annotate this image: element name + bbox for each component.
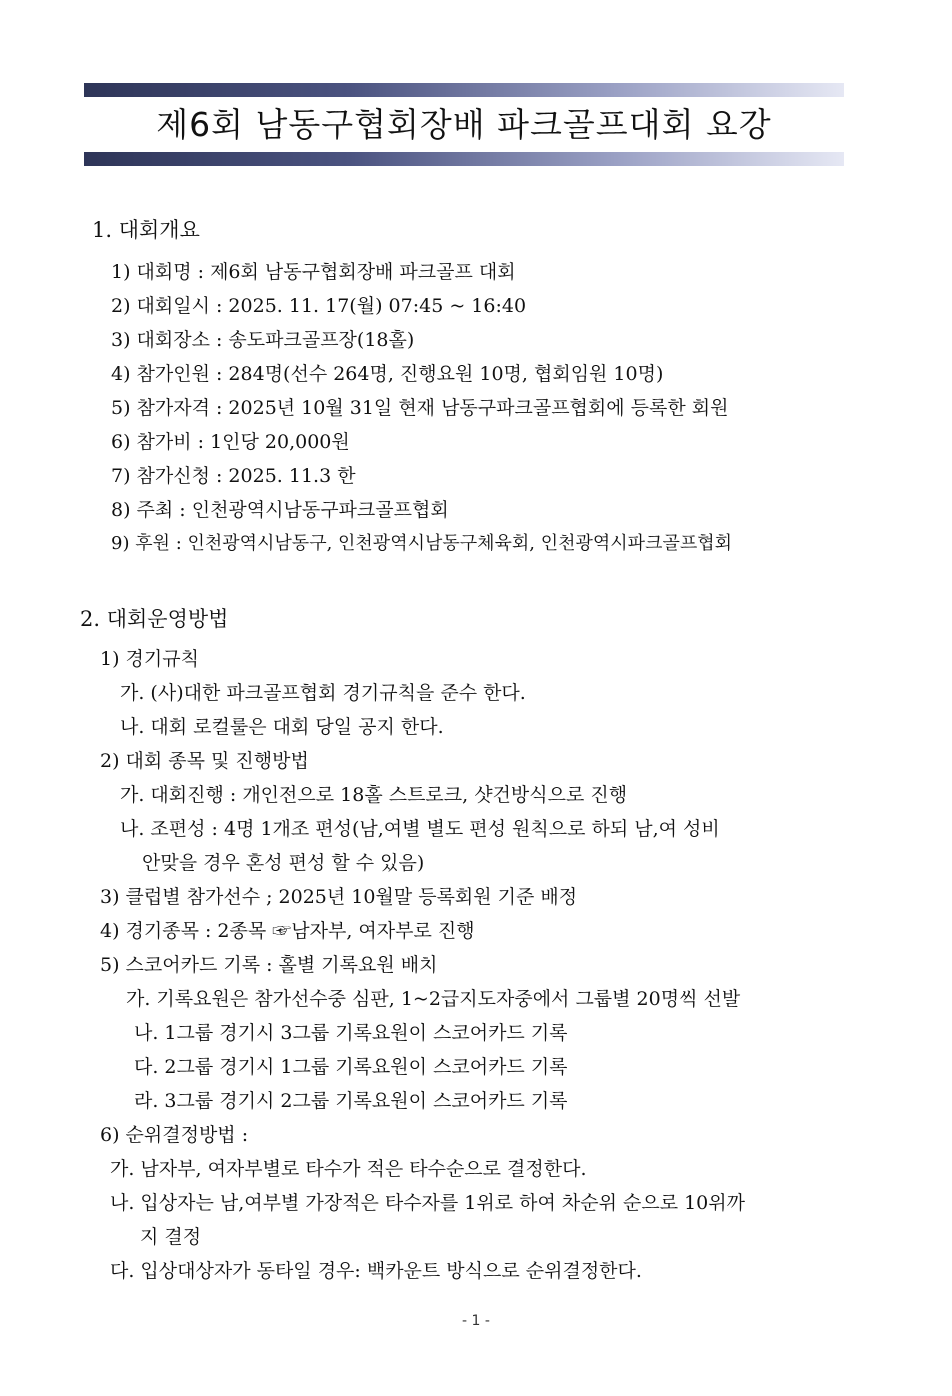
events-item-na: 나. 조편성 : 4명 1개조 편성(남,여별 별도 편성 원칙으로 하되 남,여 성비 xyxy=(120,818,720,840)
events-title: 2) 대회 종목 및 진행방법 xyxy=(100,750,309,772)
page-number: - 1 - xyxy=(462,1313,490,1329)
rules-title: 1) 경기규칙 xyxy=(100,648,199,670)
scorecard-item-ra: 라. 3그룹 경기시 2그룹 기록요원이 스코어카드 기록 xyxy=(134,1090,568,1112)
ranking-item-da: 다. 입상대상자가 동타일 경우: 백카운트 방식으로 순위결정한다. xyxy=(110,1260,642,1282)
scorecard-item-na: 나. 1그룹 경기시 3그룹 기록요원이 스코어카드 기록 xyxy=(134,1022,568,1044)
events-item-na-cont: 안맞을 경우 혼성 편성 할 수 있음) xyxy=(142,852,425,874)
ranking-item-ga: 가. 남자부, 여자부별로 타수가 적은 타수순으로 결정한다. xyxy=(110,1158,587,1180)
scorecard-item-ga: 가. 기록요원은 참가선수중 심판, 1~2급지도자중에서 그룹별 20명씩 선발 xyxy=(126,988,741,1010)
overview-item-date: 2) 대회일시 : 2025. 11. 17(월) 07:45 ~ 16:40 xyxy=(111,295,527,317)
overview-item-host: 8) 주최 : 인천광역시남동구파크골프협회 xyxy=(111,499,449,521)
overview-item-application: 7) 참가신청 : 2025. 11.3 한 xyxy=(111,465,356,487)
document-title: 제6회 남동구협회장배 파크골프대회 요강 xyxy=(156,105,772,144)
rules-item-ga: 가. (사)대한 파크골프협회 경기규칙을 준수 한다. xyxy=(120,682,526,704)
ranking-title: 6) 순위결정방법 : xyxy=(100,1124,249,1146)
overview-item-sponsor: 9) 후원 : 인천광역시남동구, 인천광역시남동구체육회, 인천광역시파크골프협회 xyxy=(111,533,733,554)
overview-item-participants: 4) 참가인원 : 284명(선수 264명, 진행요원 10명, 협회임원 10명) xyxy=(111,363,664,385)
scorecard-title: 5) 스코어카드 기록 : 홀별 기록요원 배치 xyxy=(100,954,438,976)
title-bar-top xyxy=(84,83,844,97)
overview-item-name: 1) 대회명 : 제6회 남동구협회장배 파크골프 대회 xyxy=(111,261,516,283)
ranking-item-na: 나. 입상자는 남,여부별 가장적은 타수자를 1위로 하여 차순위 순으로 10위까 xyxy=(110,1192,745,1214)
divisions: 4) 경기종목 : 2종목 ☞남자부, 여자부로 진행 xyxy=(100,920,475,942)
overview-item-eligibility: 5) 참가자격 : 2025년 10월 31일 현재 남동구파크골프협회에 등록한 회원 xyxy=(111,397,729,419)
events-item-ga: 가. 대회진행 : 개인전으로 18홀 스트로크, 샷건방식으로 진행 xyxy=(120,784,628,806)
rules-item-na: 나. 대회 로컬룰은 대회 당일 공지 한다. xyxy=(120,716,444,738)
club-allocation: 3) 클럽별 참가선수 ; 2025년 10월말 등록회원 기준 배정 xyxy=(100,886,578,908)
title-bar-bottom xyxy=(84,152,844,166)
scorecard-item-da: 다. 2그룹 경기시 1그룹 기록요원이 스코어카드 기록 xyxy=(134,1056,568,1078)
section1-heading: 1. 대회개요 xyxy=(92,218,200,242)
section2-heading: 2. 대회운영방법 xyxy=(80,607,229,631)
overview-item-venue: 3) 대회장소 : 송도파크골프장(18홀) xyxy=(111,329,415,351)
ranking-item-na-cont: 지 결정 xyxy=(140,1226,202,1248)
overview-item-fee: 6) 참가비 : 1인당 20,000원 xyxy=(111,431,350,453)
